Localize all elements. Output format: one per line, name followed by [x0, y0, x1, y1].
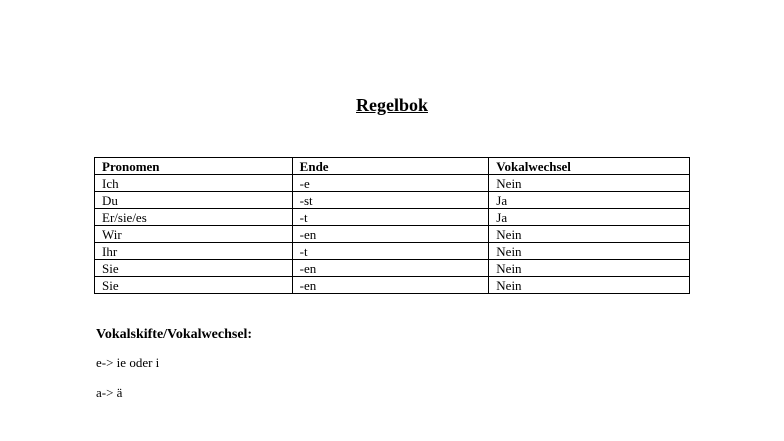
table-row	[95, 260, 690, 277]
cell-pronomen: Sie	[95, 277, 293, 294]
cell-ende: -st	[292, 192, 489, 209]
cell-vokalwechsel: Nein	[489, 243, 690, 260]
cell-ende: -en	[292, 260, 489, 277]
cell-pronomen: Ich	[95, 175, 293, 192]
cell-pronomen: Du	[95, 192, 293, 209]
cell-ende: -en	[292, 226, 489, 243]
cell-vokalwechsel: Nein	[489, 226, 690, 243]
cell-ende: -e	[292, 175, 489, 192]
vowel-rule-e: e-> ie oder i	[96, 355, 160, 370]
table-row	[95, 175, 690, 192]
document-title: Regelbok	[356, 95, 428, 115]
table-row	[95, 277, 690, 294]
cell-vokalwechsel: Nein	[489, 277, 690, 294]
header-ende: Ende	[292, 158, 489, 175]
table-header-row	[95, 158, 690, 175]
cell-vokalwechsel: Ja	[489, 192, 690, 209]
table-row	[95, 226, 690, 243]
header-pronomen: Pronomen	[95, 158, 293, 175]
cell-ende: -t	[292, 243, 489, 260]
cell-pronomen: Sie	[95, 260, 293, 277]
cell-vokalwechsel: Nein	[489, 260, 690, 277]
cell-ende: -t	[292, 209, 489, 226]
vowel-change-heading: Vokalskifte/Vokalwechsel:	[96, 327, 253, 342]
vowel-rule-a: a-> ä	[96, 385, 123, 400]
cell-pronomen: Wir	[95, 226, 293, 243]
conjugation-table	[94, 157, 690, 294]
table-row	[95, 192, 690, 209]
table-row	[95, 209, 690, 226]
table-row	[95, 243, 690, 260]
cell-ende: -en	[292, 277, 489, 294]
header-vokalwechsel: Vokalwechsel	[489, 158, 690, 175]
cell-pronomen: Ihr	[95, 243, 293, 260]
cell-vokalwechsel: Nein	[489, 175, 690, 192]
cell-pronomen: Er/sie/es	[95, 209, 293, 226]
cell-vokalwechsel: Ja	[489, 209, 690, 226]
